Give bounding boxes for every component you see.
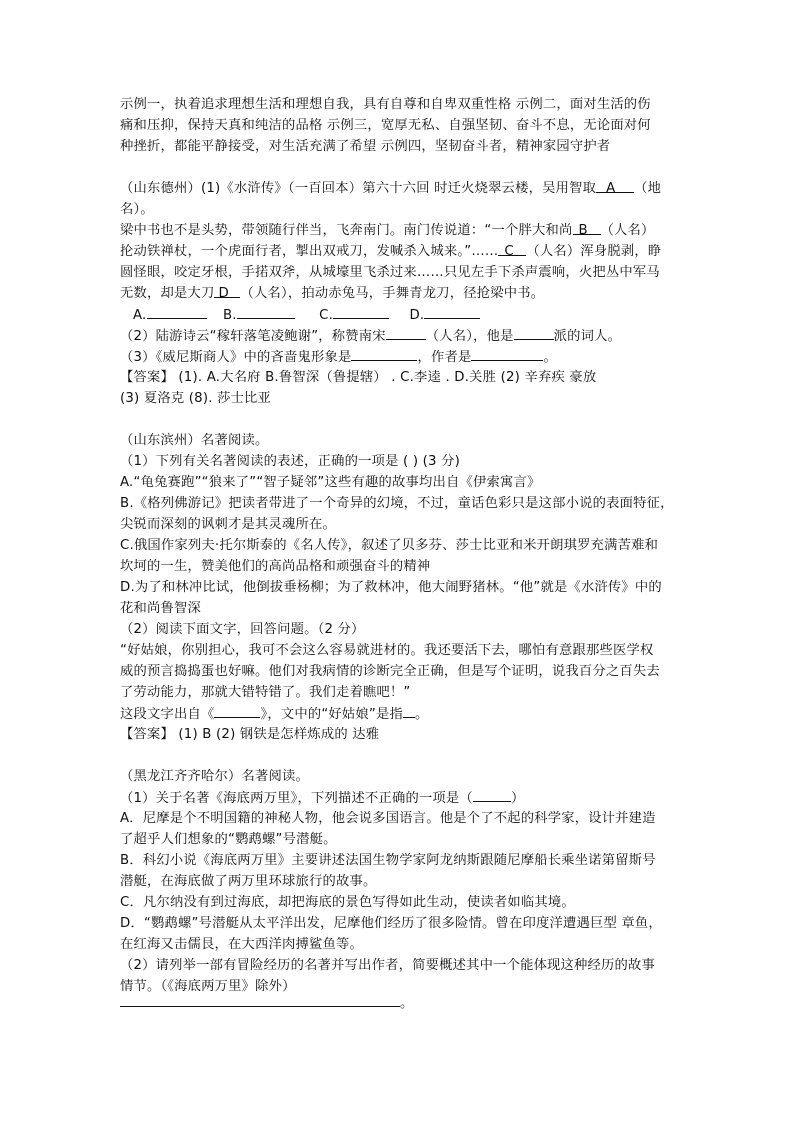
binzhou-option-d-line-2: 花和尚鲁智深: [120, 601, 201, 616]
qiqihar-option-a-line-2: 了超乎人们想象的“鹦鹉螺”号潜艇。: [120, 832, 337, 847]
blank-d: D: [214, 283, 240, 298]
qiqihar-option-b-line-2: 潜艇，在海底做了两万里环球旅行的故事。: [120, 874, 377, 889]
example-line-2: 痛和压抑，保持天真和纯洁的品格 示例三，宽厚无私、自强坚韧、奋斗不息，无论面对何: [120, 118, 651, 133]
blank-person[interactable]: [403, 703, 415, 718]
binzhou-option-b-line-1: B.《格列佛游记》把读者带进了一个奇异的幻境，不过，童话色彩只是这部小说的表面特征，: [120, 496, 674, 511]
blank-book[interactable]: [214, 703, 260, 718]
dezhou-passage-line-1: 梁中书也不是头势，带领随行伴当，飞奔南门。南门传说道：“一个胖大和尚 B （人名）: [120, 220, 655, 241]
dezhou-answer-line-1: 【答案】 (1). A.大名府 B.鲁智深（鲁提辖） . C.李逵 . D.关胜 (2) 辛弃疾 豪放: [120, 370, 597, 385]
blank-c: C: [498, 241, 526, 256]
dezhou-question-line-2: 名）。: [120, 202, 154, 217]
binzhou-passage-line-2: 威的预言捣捣蛋也好嘛。他们对我病情的诊断完全正确，但是写个证明，说我百分之百失去: [120, 664, 660, 679]
qiqihar-option-b-line-1: B．科幻小说《海底两万里》主要讲述法国生物学家阿龙纳斯跟随尼摩船长乘坐诺第留斯号: [120, 853, 656, 868]
binzhou-option-b-line-2: 尖锐而深刻的讽刺才是其灵魂所在。: [120, 517, 336, 532]
binzhou-question-2-prompt: 这段文字出自《 》，文中的“好姑娘”是指 。: [120, 703, 428, 725]
answer-option-row: A. B. C. D.: [133, 304, 480, 326]
binzhou-question-1: （1）下列有关名著阅读的表述，正确的一项是 ( ) (3 分): [120, 454, 461, 469]
answer-blank-a[interactable]: [147, 304, 207, 319]
blank-author[interactable]: [471, 346, 543, 361]
dezhou-question-2: （2）陆游诗云“稼轩落笔凌鲍谢”，称赞南宋 （人名），他是 派的词人。: [120, 325, 621, 347]
dezhou-question-3: （3）《威尼斯商人》中的吝啬鬼形象是 ，作者是 。: [120, 346, 557, 368]
dezhou-passage-line-3: 圆怪眼，咬定牙根，手掿双斧，从城壕里飞杀过来……只见左手下杀声震响，火把丛中军马: [120, 265, 660, 280]
qiqihar-option-a-line-1: A．尼摩是个不明国籍的神秘人物，他会说多国语言。他是个了不起的科学家，设计并建造: [120, 811, 656, 826]
dezhou-passage-line-2: 抡动铁禅杖，一个虎面行者，掣出双戒刀，发喊杀入城来。”…… C （人名）浑身脱剥，睁: [120, 241, 661, 262]
blank-a: A: [596, 178, 634, 193]
binzhou-passage-line-3: 了劳动能力，那就大错特错了。我们走着瞧吧！”: [120, 685, 411, 700]
blank-school[interactable]: [514, 325, 554, 340]
dezhou-passage-line-4: 无数，却是大刀 D （人名），拍动赤兔马，手舞青龙刀，径抢梁中书。: [120, 283, 544, 304]
qiqihar-question-2-line-1: （2）请列举一部有冒险经历的名著并写出作者，简要概述其中一个能体现这种经历的故事: [120, 958, 656, 973]
qiqihar-option-c: C．凡尔纳没有到过海底，却把海底的景色写得如此生动，使读者如临其境。: [120, 895, 575, 910]
qiqihar-heading: （黑龙江齐齐哈尔）名著阅读。: [120, 769, 309, 784]
binzhou-option-a: A.“龟兔赛跑”“狼来了”“智子疑邻”这些有趣的故事均出自《伊索寓言》: [120, 475, 541, 490]
example-line-1: 示例一，执着追求理想生活和理想自我，具有自尊和自卑双重性格 示例二，面对生活的伤: [120, 97, 651, 112]
binzhou-option-c-line-2: 坎坷的一生，赞美他们的高尚品格和顽强奋斗的精神: [120, 559, 431, 574]
blank-poet[interactable]: [386, 325, 426, 340]
answer-blank-c[interactable]: [333, 304, 389, 319]
qiqihar-question-2-line-2: 情节。（《海底两万里》除外）: [120, 979, 296, 994]
qiqihar-option-d-line-1: D．“鹦鹉螺”号潜艇从太平洋出发，尼摩他们经历了很多险情。曾在印度洋遭遇巨型 章鱼，: [120, 916, 662, 931]
answer-blank-long[interactable]: [120, 992, 400, 1007]
dezhou-answer-line-2: (3) 夏洛克 (8). 莎士比亚: [120, 391, 272, 406]
example-line-3: 种挫折，都能平静接受，对生活充满了希望 示例四，坚韧奋斗者，精神家园守护者: [120, 139, 611, 154]
blank-b: B: [573, 220, 601, 235]
blank-choice[interactable]: [473, 787, 511, 802]
qiqihar-answer-line[interactable]: 。: [120, 992, 414, 1014]
answer-blank-d[interactable]: [424, 304, 480, 319]
binzhou-option-d-line-1: D.为了和林冲比试，他倒拔垂杨柳；为了救林冲，他大闹野猪林。“他”就是《水浒传》中的: [120, 580, 662, 595]
binzhou-heading: （山东滨州）名著阅读。: [120, 433, 269, 448]
binzhou-answer: 【答案】 (1) B (2) 钢铁是怎样炼成的 达雅: [120, 727, 380, 742]
binzhou-option-c-line-1: C.俄国作家列夫·托尔斯泰的《名人传》，叙述了贝多芬、莎士比亚和米开朗琪罗充满苦难和: [120, 538, 659, 553]
qiqihar-question-1: （1）关于名著《海底两万里》，下列描述不正确的一项是（ ）: [120, 787, 524, 809]
answer-blank-b[interactable]: [237, 304, 295, 319]
dezhou-question-line-1: （山东德州）(1)《水浒传》（一百回本）第六十六回 时迁火烧翠云楼，吴用智取 A （地: [120, 178, 661, 199]
binzhou-passage-line-1: “好姑娘，你别担心，我可不会这么容易就进材的。我还要活下去，哪怕有意跟那些医学权: [120, 643, 654, 658]
qiqihar-option-d-line-2: 在红海又击儒艮，在大西洋肉搏鲨鱼等。: [120, 937, 363, 952]
blank-character[interactable]: [351, 346, 417, 361]
binzhou-question-2: （2）阅读下面文字，回答问题。（2 分）: [120, 622, 365, 637]
